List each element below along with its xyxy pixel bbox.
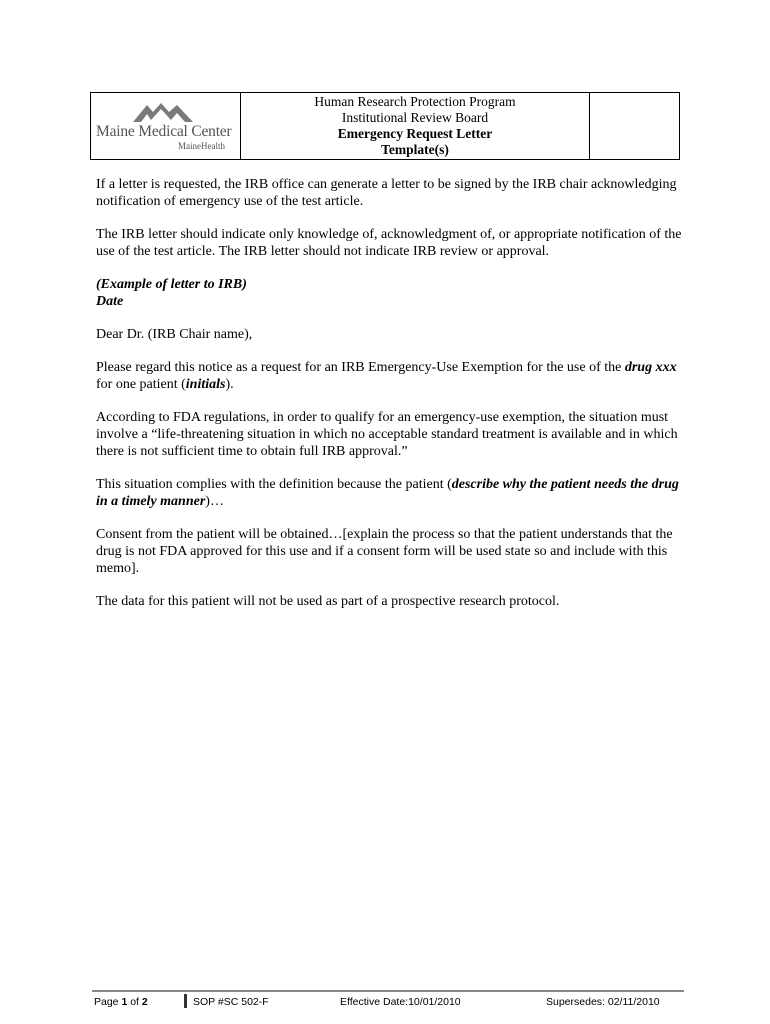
page-number: [94, 996, 148, 1008]
situation-text: This situation complies with the definition because the patient (: [96, 477, 452, 492]
logo: [91, 93, 240, 159]
program-name: Human Research Protection Program: [314, 94, 516, 109]
request-text: Please regard this notice as a request for an IRB Emergency-Use Exemption for the use of the: [96, 360, 625, 375]
page-prefix: Page: [94, 996, 122, 1008]
date-label: Date: [96, 294, 124, 309]
header-table: [90, 92, 680, 160]
paragraph-request: [96, 359, 686, 393]
document-title: Emergency Request Letter: [337, 126, 493, 141]
paragraph-fda-regulations: According to FDA regulations, in order to qualify for an emergency-use exemption, the situation must involve a “life-threatening situation in which no acceptable standard treatment is available and in which there is not sufficient time to obtain full IRB approval.”: [96, 410, 678, 459]
example-label: (Example of letter to IRB): [96, 277, 247, 292]
page-current: 1: [121, 996, 128, 1008]
paragraph-data-use: The data for this patient will not be used as part of a prospective research protocol.: [96, 594, 560, 609]
initials-placeholder: initials: [185, 377, 226, 392]
salutation: Dear Dr. (IRB Chair name),: [96, 327, 253, 342]
sop-number: SOP #SC 502-F: [193, 996, 269, 1008]
page-total: 2: [141, 996, 148, 1008]
request-text-cont: for one patient (: [96, 377, 186, 392]
situation-placeholder: describe why the patient needs the drug in a timely manner: [96, 477, 679, 509]
drug-placeholder: drug xxx: [624, 360, 677, 375]
blank-cell: [590, 93, 680, 160]
supersedes-date: Supersedes: 02/11/2010: [546, 996, 660, 1008]
board-name: Institutional Review Board: [341, 110, 489, 125]
page-footer: [92, 990, 684, 1010]
logo-subname: MaineHealth: [178, 141, 225, 151]
paragraph-letter-content: The IRB letter should indicate only knowledge of, acknowledgment of, or appropriate notification of the use of the test article. The IRB letter should not indicate IRB review or approval.: [96, 227, 682, 259]
footer-separator: [184, 994, 187, 1008]
logo-cell: [91, 93, 241, 160]
paragraph-letter-request: If a letter is requested, the IRB office can generate a letter to be signed by the IRB chair acknowledging notification of emergency use of the test article.: [96, 177, 677, 209]
situation-text-end: )…: [205, 494, 224, 509]
paragraph-consent: Consent from the patient will be obtained…[explain the process so that the patient understands that the drug is not FDA approved for this use and if a consent form will be used state so and include with this memo].: [96, 527, 673, 576]
logo-name: Maine Medical Center: [96, 123, 232, 140]
effective-date: Effective Date:10/01/2010: [340, 996, 461, 1008]
title-cell: [241, 93, 590, 160]
paragraph-situation: [96, 476, 686, 510]
document-body: [96, 176, 686, 626]
request-text-end: ).: [225, 377, 234, 392]
mountain-logo-icon: [131, 101, 195, 123]
document-subtitle: Template(s): [381, 142, 449, 157]
page-of: of: [127, 996, 142, 1008]
